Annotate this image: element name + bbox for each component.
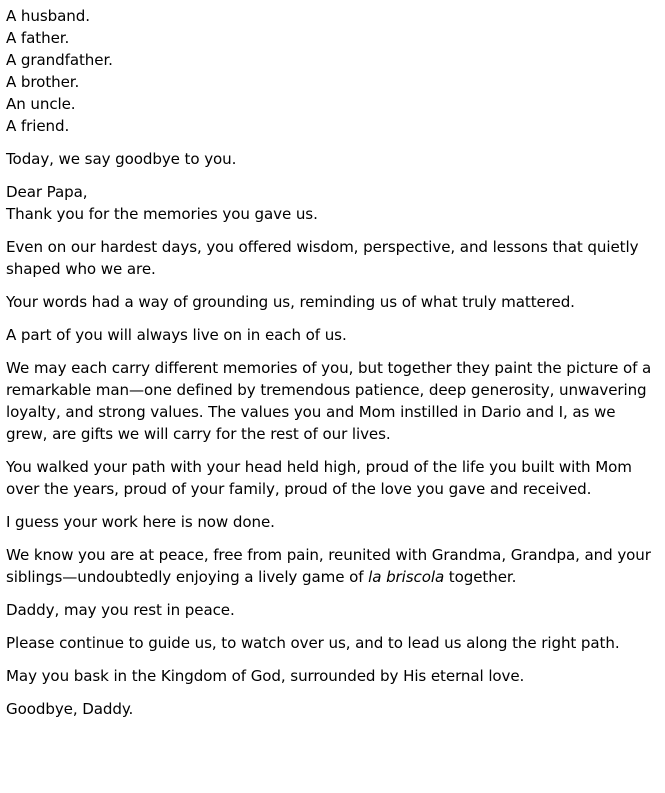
at-peace-text: We know you are at peace, free from pain, reunited with Grandma, Grandpa, and your siblings—undoubtedly enjoying a lively game of	[6, 546, 651, 586]
thank-you-line: Thank you for the memories you gave us.	[6, 205, 318, 223]
role-husband: A husband.	[6, 7, 90, 25]
paragraph-words-grounding: Your words had a way of grounding us, reminding us of what truly mattered.	[6, 293, 575, 311]
paragraph-guide-us: Please continue to guide us, to watch over us, and to lead us along the right path.	[6, 634, 620, 652]
at-peace-ending: together.	[444, 568, 517, 586]
paragraph-goodbye-intro: Today, we say goodbye to you.	[6, 150, 237, 168]
role-father: A father.	[6, 29, 70, 47]
paragraph-walked-path: You walked your path with your head held high, proud of the life you built with Mom over the years, proud of your family, proud of the love you gave and received.	[6, 458, 632, 498]
paragraph-work-done: I guess your work here is now done.	[6, 513, 275, 531]
role-brother: A brother.	[6, 73, 80, 91]
paragraph-kingdom-of-god: May you bask in the Kingdom of God, surrounded by His eternal love.	[6, 667, 525, 685]
roles-list	[6, 5, 656, 137]
salutation: Dear Papa,	[6, 183, 88, 201]
paragraph-hardest-days: Even on our hardest days, you offered wisdom, perspective, and lessons that quietly shaped who we are.	[6, 238, 639, 278]
role-uncle: An uncle.	[6, 95, 76, 113]
role-friend: A friend.	[6, 117, 70, 135]
eulogy-document	[6, 5, 656, 731]
paragraph-rest-in-peace: Daddy, may you rest in peace.	[6, 601, 235, 619]
paragraph-part-of-you: A part of you will always live on in each of us.	[6, 326, 347, 344]
paragraph-goodbye-daddy: Goodbye, Daddy.	[6, 700, 134, 718]
role-grandfather: A grandfather.	[6, 51, 113, 69]
paragraph-dear-papa	[6, 181, 656, 225]
briscola-italic: la briscola	[368, 568, 445, 586]
paragraph-at-peace	[6, 544, 656, 588]
paragraph-memories: We may each carry different memories of you, but together they paint the picture of a remarkable man—one defined by tremendous patience, deep generosity, unwavering loyalty, and strong values. The values you and Mom instilled in Dario and I, as we grew, are gifts we will carry for the rest of our lives.	[6, 359, 652, 443]
